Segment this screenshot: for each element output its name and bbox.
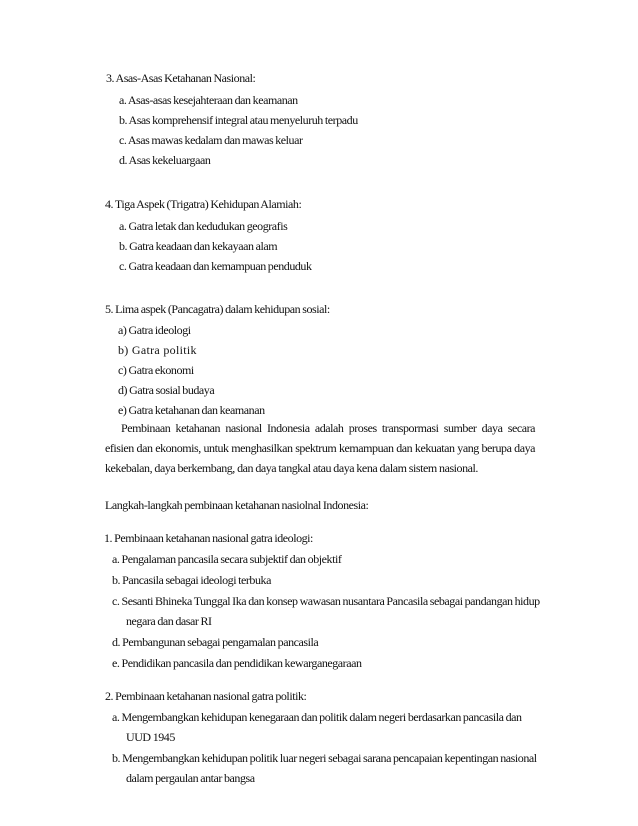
step-1-item-b: b. Pancasila sebagai ideologi terbuka (112, 573, 271, 587)
section-5-item-b: b) Gatra politik (118, 343, 197, 357)
section-5-title: 5. Lima aspek (Pancagatra) dalam kehidupan sosial: (105, 302, 330, 316)
section-3-item-d: d. Asas kekeluargaan (119, 153, 211, 167)
step-2-item-a: a. Mengembangkan kehidupan kenegaraan dan politik dalam negeri berdasarkan pancasila dan (112, 710, 522, 724)
section-3-title: 3. Asas-Asas Ketahanan Nasional: (106, 71, 256, 85)
section-5-item-a: a) Gatra ideologi (118, 323, 191, 337)
section-4-item-c: c. Gatra keadaan dan kemampuan penduduk (119, 259, 312, 273)
step-1-item-d: d. Pembangunan sebagai pengamalan pancasila (112, 635, 319, 649)
section-5-paragraph: Pembinaan ketahanan nasional Indonesia adalah proses transpormasi sumber daya secara efisien dan ekonomis, untuk menghasilkan spektrum kemampuan dan kekuatan yang berupa daya kekebalan, daya berkembang, dan daya tangkal atau daya kena dalam sistem nasional. (105, 421, 535, 475)
section-5-item-d: d) Gatra sosial budaya (118, 383, 215, 397)
step-1-item-e: e. Pendidikan pancasila dan pendidikan kewarganegaraan (112, 656, 362, 670)
step-1-item-a: a. Pengalaman pancasila secara subjektif dan objektif (112, 552, 342, 566)
steps-heading: Langkah-langkah pembinaan ketahanan nasiolnal Indonesia: (105, 498, 369, 512)
section-4-title: 4. Tiga Aspek (Trigatra) Kehidupan Alamiah: (105, 197, 302, 211)
section-4-item-b: b. Gatra keadaan dan kekayaan alam (119, 239, 278, 253)
section-5-item-e: e) Gatra ketahanan dan keamanan (118, 403, 265, 417)
section-3-item-c: c. Asas mawas kedalam dan mawas keluar (119, 133, 303, 147)
section-3-item-a: a. Asas-asas kesejahteraan dan keamanan (119, 93, 298, 107)
step-1-item-c-cont: negara dan dasar RI (126, 614, 212, 628)
step-2-item-b-cont: dalam pergaulan antar bangsa (126, 771, 255, 785)
step-2-item-b: b. Mengembangkan kehidupan politik luar negeri sebagai sarana pencapaian kepentingan nasional (112, 751, 537, 765)
section-3-item-b: b. Asas komprehensif integral atau menyeluruh terpadu (119, 113, 358, 127)
section-4-item-a: a. Gatra letak dan kedudukan geografis (119, 219, 288, 233)
step-2-item-a-cont: UUD 1945 (126, 730, 175, 744)
step-2-title: 2. Pembinaan ketahanan nasional gatra politik: (105, 689, 307, 703)
step-1-title: 1. Pembinaan ketahanan nasional gatra ideologi: (104, 531, 313, 545)
section-5-item-c: c) Gatra ekonomi (118, 363, 194, 377)
step-1-item-c: c. Sesanti Bhineka Tunggal Ika dan konsep wawasan nusantara Pancasila sebagai pandangan hidup (112, 594, 540, 608)
